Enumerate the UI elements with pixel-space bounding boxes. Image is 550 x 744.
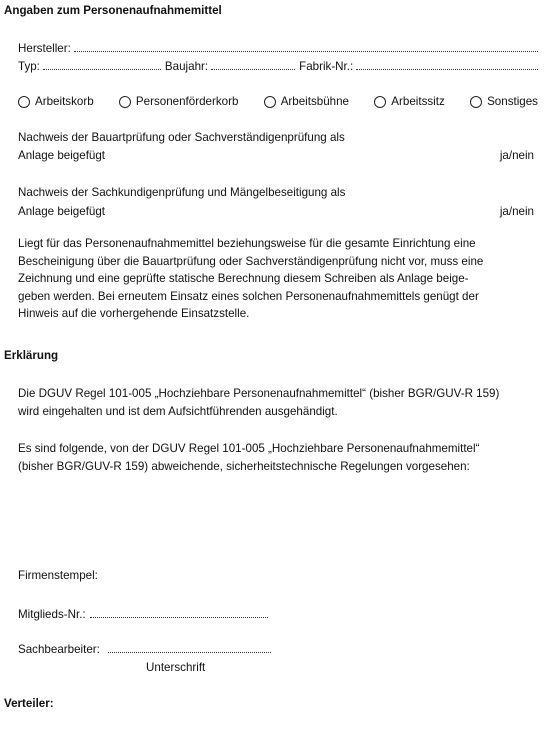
- clerk-signature-field[interactable]: [108, 642, 271, 653]
- equipment-type-options: [18, 95, 538, 108]
- serial-number-field[interactable]: [356, 59, 538, 70]
- proof2-row: [18, 205, 534, 218]
- clerk-row: [18, 642, 271, 656]
- manufacturer-label: Hersteller:: [18, 42, 71, 55]
- option-sonstiges[interactable]: Sonstiges: [470, 95, 538, 108]
- manufacturer-field[interactable]: [74, 41, 538, 52]
- member-number-field[interactable]: [90, 607, 268, 618]
- manufacturer-row: [18, 41, 538, 55]
- radio-circle-icon: [119, 96, 131, 108]
- type-field[interactable]: [43, 59, 161, 70]
- type-label: Typ:: [18, 60, 40, 73]
- radio-circle-icon: [374, 96, 386, 108]
- radio-circle-icon: [470, 96, 482, 108]
- year-field[interactable]: [211, 59, 295, 70]
- signature-caption: Unterschrift: [146, 661, 206, 674]
- proof2-answer[interactable]: ja/nein: [499, 205, 534, 218]
- declaration-paragraph-1: Die DGUV Regel 101-005 „Hochziehbare Personenaufnahmemittel“ (bisher BGR/GUV-R 159) wird eingehalten und ist dem Aufsichtführenden ausgehändigt.: [18, 387, 500, 418]
- option-arbeitsbuehne[interactable]: Arbeitsbühne: [264, 95, 349, 108]
- clerk-label: Sachbearbeiter:: [18, 643, 100, 656]
- distribution-heading: Verteiler:: [4, 697, 54, 710]
- year-label: Baujahr:: [164, 60, 209, 73]
- type-row: [18, 59, 538, 73]
- proof2-text-line2: Anlage beigefügt: [18, 205, 106, 218]
- section-heading-equipment: Angaben zum Personenaufnahmemittel: [4, 4, 222, 17]
- member-number-label: Mitglieds-Nr.:: [18, 608, 86, 621]
- member-number-row: [18, 607, 268, 621]
- option-arbeitssitz[interactable]: Arbeitssitz: [374, 95, 444, 108]
- notice-paragraph: Liegt für das Personenaufnahmemittel beziehungsweise für die gesamte Einrichtung eine Bescheinigung über die Bauartprüfung oder Sachverständigenprüfung nicht vor, muss eine Zeichnung und eine geprüfte statische Berechnung diesem Schreiben als Anlage beige- geben werden. Bei erneutem Einsatz eines solchen Personenaufnahmemittels genügt der Hinweis auf die vorhergehende Einsatzstelle.: [18, 237, 484, 320]
- company-stamp-label: Firmenstempel:: [18, 569, 98, 582]
- serial-number-label: Fabrik-Nr.:: [299, 60, 354, 73]
- proof1-text-line1: Nachweis der Bauartprüfung oder Sachverständigenprüfung als: [18, 131, 345, 144]
- option-personenfoerderkorb[interactable]: Personenförderkorb: [119, 95, 238, 108]
- option-arbeitskorb[interactable]: Arbeitskorb: [18, 95, 94, 108]
- proof1-row: [18, 149, 534, 162]
- declaration-paragraph-2: Es sind folgende, von der DGUV Regel 101-005 „Hochziehbare Personenaufnahmemittel“ (bisher BGR/GUV-R 159) abweichende, sicherheitstechnische Regelungen vorgesehen:: [18, 442, 480, 473]
- proof2-text-line1: Nachweis der Sachkundigenprüfung und Mängelbeseitigung als: [18, 186, 346, 199]
- section-heading-declaration: Erklärung: [4, 349, 59, 362]
- radio-circle-icon: [264, 96, 276, 108]
- proof1-answer[interactable]: ja/nein: [499, 149, 534, 162]
- proof1-text-line2: Anlage beigefügt: [18, 149, 106, 162]
- radio-circle-icon: [18, 96, 30, 108]
